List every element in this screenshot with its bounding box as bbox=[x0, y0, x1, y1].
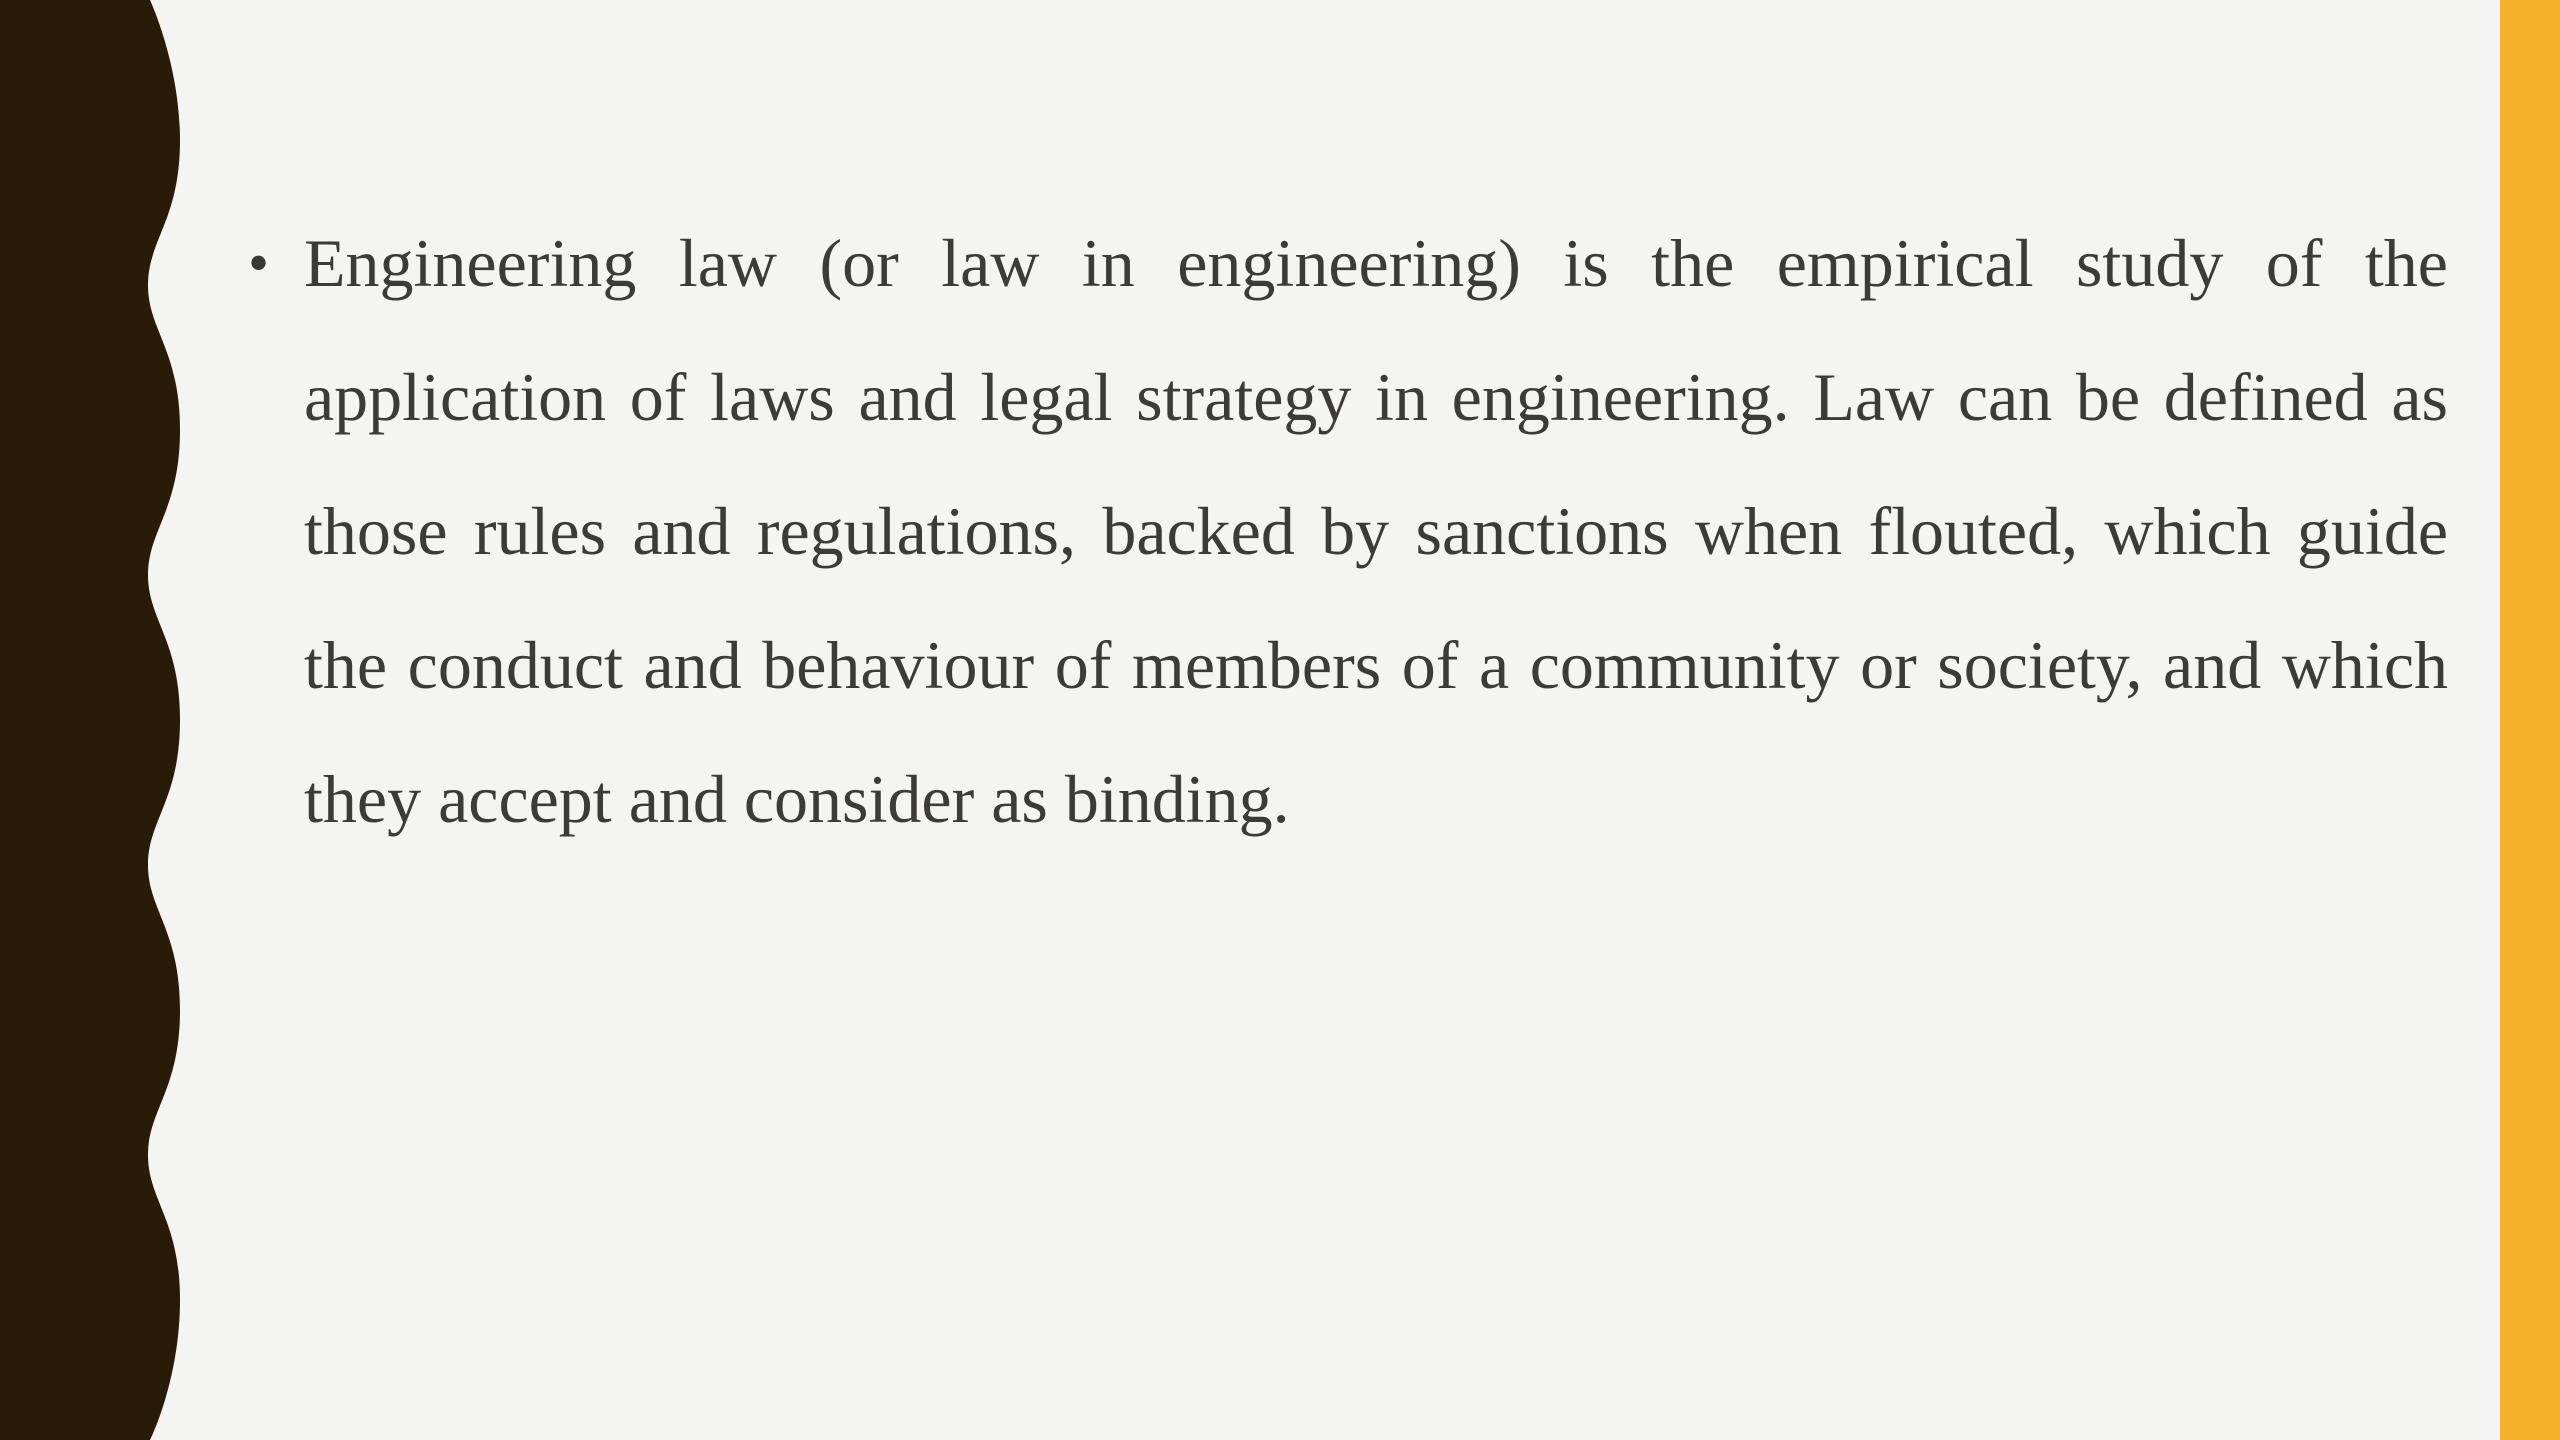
bullet-marker: • bbox=[248, 230, 270, 296]
left-wave-decoration bbox=[0, 0, 200, 1440]
slide-content bbox=[248, 196, 2448, 866]
bullet-text: Engineering law (or law in engineering) is the empirical study of the application of laws and legal strategy in engineering. Law can be defined as those rules and regulations, backed by sanctions when flouted, which guide the conduct and behaviour of members of a community or society, and which they accept and consider as binding. bbox=[304, 225, 2448, 837]
bullet-item bbox=[248, 196, 2448, 866]
right-accent-bar bbox=[2500, 0, 2560, 1440]
